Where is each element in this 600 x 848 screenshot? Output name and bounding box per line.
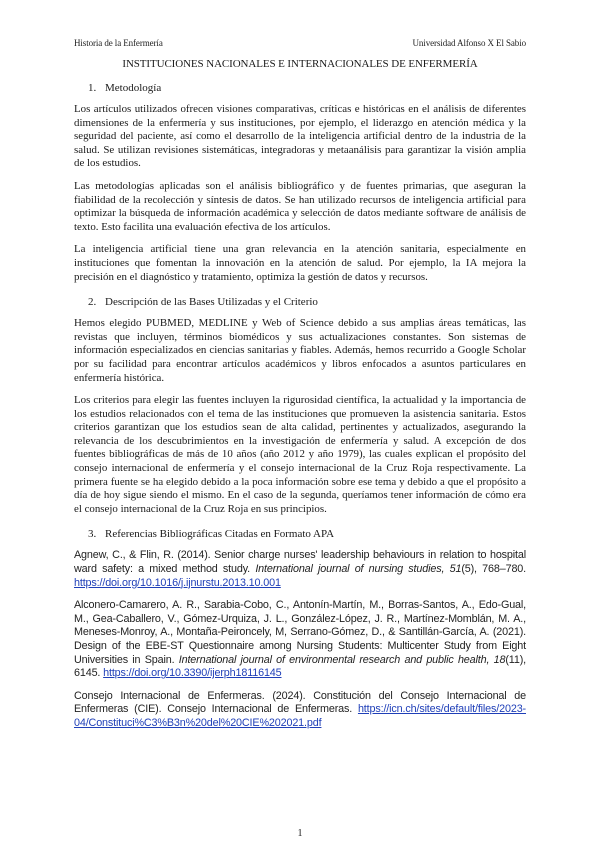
- reference-entry: [74, 690, 526, 731]
- document-title: INSTITUCIONES NACIONALES E INTERNACIONALES DE ENFERMERÍA: [122, 58, 478, 70]
- reference-volume: , 18: [486, 653, 506, 666]
- section-number: 3.: [88, 528, 97, 541]
- doi-link[interactable]: https://doi.org/10.1016/j.ijnurstu.2013.10.001: [74, 576, 281, 589]
- header-right: Universidad Alfonso X El Sabio: [412, 38, 526, 48]
- section-number: 1.: [88, 82, 97, 94]
- page-content: [74, 58, 526, 740]
- reference-text: Agnew, C., & Flin, R. (2014). Senior charge nurses' leadership behaviours in relation to hospital ward safety: a mixed method study.: [74, 549, 526, 576]
- paragraph: Las metodologías aplicadas son el análisis bibliográfico y de fuentes primarias, que aseguran la fiabilidad de la recolección y síntesis de datos. Se han utilizado recursos de inteligencia artificial para optimizar la búsqueda de información académica y selección de datos mediante software de análisis de texto. Esto facilita una evaluación efectiva de los artículos.: [74, 179, 526, 233]
- paragraph: Los artículos utilizados ofrecen visiones comparativas, críticas e históricas en el análisis de diferentes dimensiones de la enfermería y sus instituciones, por ejemplo, el liderazgo en atención médica y la seguridad del paciente, así como el desarrollo de la inteligencia artificial dentro de la industria de la salud. Se utilizan revisiones sistemáticas, integradoras y metaanálisis para garantizar la visión amplia de los estudios.: [74, 103, 526, 170]
- doi-link[interactable]: https://doi.org/10.3390/ijerph18116145: [103, 667, 282, 680]
- section-heading-databases: [74, 296, 526, 308]
- url-link[interactable]: https://icn.ch/sites/default/files/2023-04/Constituci%C3%B3n%20del%20CIE%202021.pdf: [74, 703, 526, 729]
- section-number: 2.: [88, 296, 97, 309]
- section-heading-methodology: [74, 82, 526, 94]
- page-number: 1: [297, 828, 303, 839]
- section-title: Referencias Bibliográficas Citadas en Formato APA: [105, 528, 335, 541]
- reference-journal: International journal of nursing studies: [255, 563, 442, 576]
- header-left: Historia de la Enfermería: [74, 38, 163, 48]
- paragraph: La inteligencia artificial tiene una gran relevancia en la atención sanitaria, especialmente en instituciones que fomentan la innovación en la atención de salud. Por ejemplo, la IA mejora la precisión en el diagnóstico y tratamiento, optimiza la gestión de datos y recursos.: [74, 243, 526, 283]
- paragraph: Hemos elegido PUBMED, MEDLINE y Web of Science debido a sus amplias áreas temáticas, las revistas que incluyen, términos biomédicos y sus actualizaciones constantes. Son sistemas de información especializados en ciencias sanitarias y fiables. Además, hemos recurrido a Google Scholar por su facilidad para encontrar artículos académicos y libros enfocados a asuntos particulares en enfermería histórica.: [74, 317, 526, 384]
- reference-volume: , 51: [441, 563, 462, 576]
- reference-pages: (11), 6145.: [74, 653, 526, 680]
- reference-journal: International journal of environmental research and public health: [178, 653, 487, 666]
- reference-entry: [74, 549, 526, 590]
- section-heading-references: [74, 528, 526, 540]
- paragraph: Los criterios para elegir las fuentes incluyen la rigurosidad científica, la actualidad y la importancia de los estudios relacionados con el tema de las instituciones que promueven la asistencia sanitaria. Estos criterios garantizan que los estudios sean de alta calidad, pertinentes y actualizados, asegurando la relevancia de los descubrimientos en la investigación de enfermería y salud. A excepción de dos fuentes bibliográficas de más de 10 años (año 2012 y año 1979), las cuales explican el propósito del consejo internacional de enfermería y el consejo internacional de la Cruz Roja respectivamente. La primera fuente se ha elegido debido a la poca información sobre ese tema y debido a que el propósito a día de hoy sigue siendo el mismo. En el caso de la segunda, queríamos tener información de cómo era el consejo internacional de la Cruz Roja en sus principios.: [74, 394, 526, 515]
- section-title: Metodología: [105, 82, 162, 94]
- section-title: Descripción de las Bases Utilizadas y el Criterio: [105, 296, 318, 309]
- running-header: [74, 38, 526, 48]
- reference-text: Consejo Internacional de Enfermeras. (2024). Constitución del Consejo Internacional de Enfermeras (CIE). Consejo Internacional de Enfermeras.: [74, 689, 526, 716]
- reference-pages: (5), 768–780.: [461, 563, 527, 576]
- reference-entry: [74, 599, 526, 681]
- reference-text: Alconero-Camarero, A. R., Sarabia-Cobo, C., Antonín-Martín, M., Borras-Santos, A., Edo-Gual, M., Gea-Caballero, V., Gómez-Urquiza, J. L., González-López, J. R., Martínez-Momblán, M. A., Meneses-Monroy, A., Montaña-Peironcely, M, Serrano-Gómez, D., & Santillán-García, A. (2021). Design of the EBE-ST Questionnaire among Nursing Students: Multicenter Study from Eight Universities in Spain.: [74, 599, 526, 666]
